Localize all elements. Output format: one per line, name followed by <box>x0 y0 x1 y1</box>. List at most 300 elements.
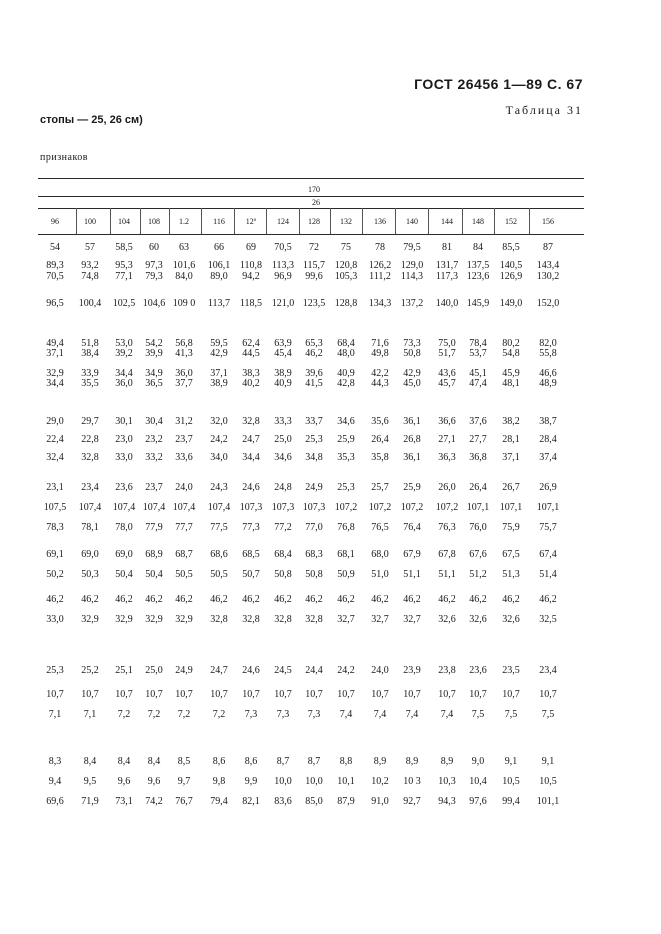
table-cell: 35,6 <box>371 416 389 427</box>
column-header: 12º <box>245 217 257 226</box>
table-cell: 46,2 <box>371 594 389 605</box>
table-cell: 38,9 <box>210 378 228 389</box>
table-cell: 85,5 <box>502 242 520 253</box>
table-cell: 41,3 <box>175 348 193 359</box>
table-cell: 10,7 <box>438 689 456 700</box>
table-cell: 107,3 <box>302 502 326 513</box>
table-cell: 143,4 <box>536 260 560 271</box>
table-cell: 22,8 <box>81 434 99 445</box>
table-cell: 79,4 <box>210 796 228 807</box>
table-cell: 36,5 <box>145 378 163 389</box>
column-header: 136 <box>374 217 386 226</box>
group-label-mid: 26 <box>312 198 320 207</box>
table-cell: 25,2 <box>81 665 99 676</box>
table-cell: 34,6 <box>274 452 292 463</box>
table-cell: 73,1 <box>115 796 133 807</box>
table-cell: 7,4 <box>339 709 353 720</box>
table-cell: 24,2 <box>210 434 228 445</box>
table-cell: 32,9 <box>46 368 64 379</box>
table-cell: 39,2 <box>115 348 133 359</box>
table-cell: 26,8 <box>403 434 421 445</box>
table-cell: 101,1 <box>536 796 560 807</box>
table-cell: 40,9 <box>337 368 355 379</box>
table-cell: 51,2 <box>469 569 487 580</box>
table-cell: 82,0 <box>539 338 557 349</box>
table-cell: 59,5 <box>210 338 228 349</box>
table-cell: 46,2 <box>274 594 292 605</box>
table-cell: 23,6 <box>469 665 487 676</box>
table-cell: 38,7 <box>539 416 557 427</box>
table-cell: 107,4 <box>78 502 102 513</box>
table-cell: 46,2 <box>210 594 228 605</box>
table-cell: 94,3 <box>438 796 456 807</box>
table-cell: 35,8 <box>371 452 389 463</box>
table-cell: 69,0 <box>81 549 99 560</box>
table-cell: 9,8 <box>212 776 226 787</box>
table-cell: 101,6 <box>172 260 196 271</box>
table-cell: 26,9 <box>539 482 557 493</box>
table-cell: 76,5 <box>371 522 389 533</box>
table-cell: 81 <box>442 242 452 253</box>
table-cell: 68,4 <box>274 549 292 560</box>
table-cell: 107,2 <box>400 502 424 513</box>
table-cell: 9,1 <box>504 756 518 767</box>
table-cell: 60 <box>149 242 159 253</box>
table-cell: 126,2 <box>368 260 392 271</box>
table-cell: 56,8 <box>175 338 193 349</box>
table-cell: 113,7 <box>207 298 231 309</box>
table-cell: 9,9 <box>244 776 258 787</box>
table-cell: 24,4 <box>305 665 323 676</box>
table-cell: 78,0 <box>115 522 133 533</box>
column-header: 100 <box>84 217 96 226</box>
table-cell: 24,6 <box>242 665 260 676</box>
table-cell: 66 <box>214 242 224 253</box>
column-header: 140 <box>406 217 418 226</box>
table-cell: 10,1 <box>337 776 355 787</box>
table-cell: 45,7 <box>438 378 456 389</box>
table-cell: 50,8 <box>403 348 421 359</box>
column-header: 128 <box>308 217 320 226</box>
table-cell: 46,2 <box>81 594 99 605</box>
table-cell: 140,5 <box>499 260 523 271</box>
table-cell: 10,5 <box>502 776 520 787</box>
table-cell: 32,9 <box>115 614 133 625</box>
column-divider <box>362 208 363 234</box>
table-cell: 33,0 <box>46 614 64 625</box>
table-cell: 50,8 <box>305 569 323 580</box>
table-cell: 36,1 <box>403 452 421 463</box>
table-cell: 26,4 <box>469 482 487 493</box>
table-cell: 137,5 <box>466 260 490 271</box>
table-cell: 68,6 <box>210 549 228 560</box>
table-cell: 107,4 <box>207 502 231 513</box>
table-cell: 46,2 <box>175 594 193 605</box>
table-cell: 9,7 <box>177 776 191 787</box>
table-cell: 97,3 <box>145 260 163 271</box>
table-cell: 29,0 <box>46 416 64 427</box>
table-cell: 42,9 <box>403 368 421 379</box>
column-header: 152 <box>505 217 517 226</box>
table-cell: 75 <box>341 242 351 253</box>
table-cell: 68,7 <box>175 549 193 560</box>
table-subgroup-rule <box>38 208 584 209</box>
table-cell: 71,9 <box>81 796 99 807</box>
table-cell: 77,5 <box>210 522 228 533</box>
table-cell: 43,6 <box>438 368 456 379</box>
table-cell: 32,9 <box>145 614 163 625</box>
table-cell: 73,3 <box>403 338 421 349</box>
table-cell: 51,4 <box>539 569 557 580</box>
table-cell: 34,4 <box>242 452 260 463</box>
table-cell: 24,0 <box>371 665 389 676</box>
table-cell: 7,5 <box>471 709 485 720</box>
table-cell: 145,9 <box>466 298 490 309</box>
table-cell: 51,1 <box>403 569 421 580</box>
table-cell: 36,0 <box>175 368 193 379</box>
table-cell: 114,3 <box>400 271 424 282</box>
table-cell: 89,0 <box>210 271 228 282</box>
table-cell: 77,2 <box>274 522 292 533</box>
table-cell: 84 <box>473 242 483 253</box>
table-header-bottom-rule <box>38 234 584 235</box>
table-cell: 67,6 <box>469 549 487 560</box>
table-cell: 25,3 <box>46 665 64 676</box>
table-cell: 28,4 <box>539 434 557 445</box>
table-cell: 25,9 <box>337 434 355 445</box>
table-cell: 38,2 <box>502 416 520 427</box>
table-cell: 99,6 <box>305 271 323 282</box>
table-cell: 25,3 <box>305 434 323 445</box>
table-cell: 35,5 <box>81 378 99 389</box>
table-cell: 51,1 <box>438 569 456 580</box>
column-header: 104 <box>118 217 130 226</box>
table-cell: 32,7 <box>403 614 421 625</box>
table-cell: 8,7 <box>276 756 290 767</box>
table-cell: 130,2 <box>536 271 560 282</box>
table-cell: 37,1 <box>502 452 520 463</box>
table-cell: 10,7 <box>210 689 228 700</box>
table-cell: 42,2 <box>371 368 389 379</box>
table-cell: 33,7 <box>305 416 323 427</box>
table-cell: 80,2 <box>502 338 520 349</box>
table-cell: 34,9 <box>145 368 163 379</box>
table-cell: 77,0 <box>305 522 323 533</box>
table-cell: 24,6 <box>242 482 260 493</box>
table-cell: 7,4 <box>440 709 454 720</box>
column-divider <box>76 208 77 234</box>
table-cell: 121,0 <box>271 298 295 309</box>
table-cell: 32,7 <box>337 614 355 625</box>
table-cell: 67,5 <box>502 549 520 560</box>
table-cell: 8,8 <box>339 756 353 767</box>
table-cell: 10 3 <box>403 776 421 787</box>
table-cell: 77,1 <box>115 271 133 282</box>
table-cell: 49,4 <box>46 338 64 349</box>
table-cell: 44,3 <box>371 378 389 389</box>
table-cell: 10,7 <box>81 689 99 700</box>
table-cell: 87,9 <box>337 796 355 807</box>
table-cell: 8,3 <box>48 756 62 767</box>
table-cell: 77,3 <box>242 522 260 533</box>
table-cell: 8,4 <box>83 756 97 767</box>
table-cell: 46,2 <box>305 594 323 605</box>
table-cell: 107,2 <box>368 502 392 513</box>
table-cell: 23,5 <box>502 665 520 676</box>
table-cell: 50,8 <box>274 569 292 580</box>
table-cell: 54 <box>50 242 60 253</box>
table-cell: 68,4 <box>337 338 355 349</box>
table-cell: 23,2 <box>145 434 163 445</box>
table-cell: 23,0 <box>115 434 133 445</box>
table-cell: 118,5 <box>239 298 263 309</box>
table-cell: 46,2 <box>403 594 421 605</box>
table-cell: 50,4 <box>145 569 163 580</box>
column-divider <box>299 208 300 234</box>
table-cell: 7,5 <box>541 709 555 720</box>
table-cell: 69,0 <box>115 549 133 560</box>
table-cell: 65,3 <box>305 338 323 349</box>
table-cell: 89,3 <box>46 260 64 271</box>
table-cell: 30,4 <box>145 416 163 427</box>
table-cell: 78 <box>375 242 385 253</box>
column-divider <box>462 208 463 234</box>
table-cell: 50,3 <box>81 569 99 580</box>
table-cell: 76,4 <box>403 522 421 533</box>
table-cell: 51,7 <box>438 348 456 359</box>
table-cell: 79,5 <box>403 242 421 253</box>
table-cell: 67,4 <box>539 549 557 560</box>
table-cell: 7,5 <box>504 709 518 720</box>
table-cell: 10,7 <box>175 689 193 700</box>
column-divider <box>140 208 141 234</box>
table-cell: 50,7 <box>242 569 260 580</box>
table-cell: 68,3 <box>305 549 323 560</box>
table-cell: 30,1 <box>115 416 133 427</box>
table-cell: 32,9 <box>81 614 99 625</box>
table-cell: 23,7 <box>145 482 163 493</box>
table-cell: 10,7 <box>337 689 355 700</box>
table-cell: 46,2 <box>115 594 133 605</box>
table-cell: 24,7 <box>210 665 228 676</box>
table-cell: 117,3 <box>435 271 459 282</box>
table-cell: 75,9 <box>502 522 520 533</box>
table-cell: 68,1 <box>337 549 355 560</box>
table-cell: 7,3 <box>307 709 321 720</box>
table-cell: 57 <box>85 242 95 253</box>
table-cell: 53,0 <box>115 338 133 349</box>
table-cell: 25,3 <box>337 482 355 493</box>
table-cell: 24,3 <box>210 482 228 493</box>
table-subtitle: стопы — 25, 26 см) <box>40 114 143 126</box>
table-cell: 102,5 <box>112 298 136 309</box>
table-cell: 105,3 <box>334 271 358 282</box>
table-cell: 76,3 <box>438 522 456 533</box>
column-divider <box>395 208 396 234</box>
table-cell: 74,8 <box>81 271 99 282</box>
table-cell: 24,5 <box>274 665 292 676</box>
table-cell: 27,7 <box>469 434 487 445</box>
table-cell: 26,7 <box>502 482 520 493</box>
table-cell: 93,2 <box>81 260 99 271</box>
table-cell: 38,9 <box>274 368 292 379</box>
table-cell: 23,8 <box>438 665 456 676</box>
table-cell: 23,4 <box>539 665 557 676</box>
table-cell: 79,3 <box>145 271 163 282</box>
table-cell: 33,3 <box>274 416 292 427</box>
table-cell: 10,4 <box>469 776 487 787</box>
table-cell: 10,7 <box>46 689 64 700</box>
table-cell: 78,4 <box>469 338 487 349</box>
table-cell: 69,6 <box>46 796 64 807</box>
table-cell: 96,9 <box>274 271 292 282</box>
table-cell: 36,6 <box>438 416 456 427</box>
table-cell: 8,9 <box>440 756 454 767</box>
table-cell: 23,4 <box>81 482 99 493</box>
table-cell: 107,4 <box>142 502 166 513</box>
table-cell: 8,4 <box>117 756 131 767</box>
table-cell: 68,0 <box>371 549 389 560</box>
table-cell: 67,8 <box>438 549 456 560</box>
table-cell: 123,6 <box>466 271 490 282</box>
table-cell: 129,0 <box>400 260 424 271</box>
table-cell: 8,9 <box>405 756 419 767</box>
column-header: 124 <box>277 217 289 226</box>
column-header: 132 <box>340 217 352 226</box>
table-cell: 26,0 <box>438 482 456 493</box>
table-cell: 23,7 <box>175 434 193 445</box>
table-cell: 10,7 <box>539 689 557 700</box>
document-code: ГОСТ 26456 1—89 С. 67 <box>414 76 583 92</box>
column-divider <box>529 208 530 234</box>
table-cell: 7,1 <box>83 709 97 720</box>
table-cell: 34,4 <box>46 378 64 389</box>
table-cell: 10,0 <box>274 776 292 787</box>
table-cell: 50,4 <box>115 569 133 580</box>
table-cell: 32,6 <box>469 614 487 625</box>
column-header: 96 <box>51 217 59 226</box>
table-cell: 51,0 <box>371 569 389 580</box>
table-cell: 29,7 <box>81 416 99 427</box>
table-cell: 10,5 <box>539 776 557 787</box>
table-cell: 32,5 <box>539 614 557 625</box>
table-cell: 34,4 <box>115 368 133 379</box>
table-cell: 7,2 <box>177 709 191 720</box>
group-label-top: 170 <box>308 185 320 194</box>
column-divider <box>169 208 170 234</box>
table-cell: 24,0 <box>175 482 193 493</box>
table-cell: 120,8 <box>334 260 358 271</box>
table-cell: 10,7 <box>403 689 421 700</box>
table-cell: 85,0 <box>305 796 323 807</box>
table-cell: 32,8 <box>305 614 323 625</box>
table-cell: 32,0 <box>210 416 228 427</box>
table-cell: 70,5 <box>46 271 64 282</box>
table-cell: 46,2 <box>46 594 64 605</box>
table-cell: 32,8 <box>274 614 292 625</box>
table-cell: 107,2 <box>334 502 358 513</box>
table-cell: 46,2 <box>502 594 520 605</box>
table-cell: 140,0 <box>435 298 459 309</box>
table-cell: 99,4 <box>502 796 520 807</box>
table-cell: 8,5 <box>177 756 191 767</box>
table-cell: 82,1 <box>242 796 260 807</box>
table-cell: 10,2 <box>371 776 389 787</box>
table-cell: 134,3 <box>368 298 392 309</box>
table-cell: 107,3 <box>239 502 263 513</box>
table-cell: 53,7 <box>469 348 487 359</box>
table-cell: 7,2 <box>212 709 226 720</box>
table-cell: 152,0 <box>536 298 560 309</box>
table-cell: 109 0 <box>172 298 196 309</box>
table-cell: 23,9 <box>403 665 421 676</box>
table-cell: 32,6 <box>438 614 456 625</box>
table-cell: 26,4 <box>371 434 389 445</box>
column-divider <box>201 208 202 234</box>
table-cell: 7,2 <box>147 709 161 720</box>
table-cell: 24,7 <box>242 434 260 445</box>
table-cell: 94,2 <box>242 271 260 282</box>
table-cell: 8,6 <box>244 756 258 767</box>
table-cell: 9,6 <box>147 776 161 787</box>
table-cell: 78,3 <box>46 522 64 533</box>
table-cell: 84,0 <box>175 271 193 282</box>
table-cell: 55,8 <box>539 348 557 359</box>
column-header: 148 <box>472 217 484 226</box>
table-cell: 8,4 <box>147 756 161 767</box>
table-cell: 46,2 <box>145 594 163 605</box>
table-cell: 36,8 <box>469 452 487 463</box>
column-caption: признаков <box>40 152 89 163</box>
table-cell: 87 <box>543 242 553 253</box>
table-cell: 25,7 <box>371 482 389 493</box>
table-cell: 46,2 <box>539 594 557 605</box>
table-cell: 45,9 <box>502 368 520 379</box>
table-cell: 10,7 <box>469 689 487 700</box>
column-divider <box>234 208 235 234</box>
table-cell: 70,5 <box>274 242 292 253</box>
table-cell: 104,6 <box>142 298 166 309</box>
table-cell: 25,0 <box>274 434 292 445</box>
table-cell: 32,4 <box>46 452 64 463</box>
table-cell: 32,9 <box>175 614 193 625</box>
table-cell: 50,5 <box>175 569 193 580</box>
table-label: Таблица 31 <box>505 103 583 117</box>
table-cell: 25,0 <box>145 665 163 676</box>
table-top-rule <box>38 178 584 179</box>
table-cell: 115,7 <box>302 260 326 271</box>
table-cell: 32,8 <box>242 416 260 427</box>
table-cell: 83,6 <box>274 796 292 807</box>
table-cell: 38,3 <box>242 368 260 379</box>
table-cell: 100,4 <box>78 298 102 309</box>
table-cell: 48,9 <box>539 378 557 389</box>
table-cell: 46,2 <box>438 594 456 605</box>
table-cell: 76,7 <box>175 796 193 807</box>
table-cell: 48,1 <box>502 378 520 389</box>
table-cell: 40,2 <box>242 378 260 389</box>
table-cell: 92,7 <box>403 796 421 807</box>
table-cell: 37,1 <box>210 368 228 379</box>
table-cell: 47,4 <box>469 378 487 389</box>
table-cell: 75,7 <box>539 522 557 533</box>
table-cell: 48,0 <box>337 348 355 359</box>
table-cell: 37,4 <box>539 452 557 463</box>
table-cell: 33,6 <box>175 452 193 463</box>
table-cell: 69,1 <box>46 549 64 560</box>
table-cell: 39,9 <box>145 348 163 359</box>
table-cell: 25,1 <box>115 665 133 676</box>
